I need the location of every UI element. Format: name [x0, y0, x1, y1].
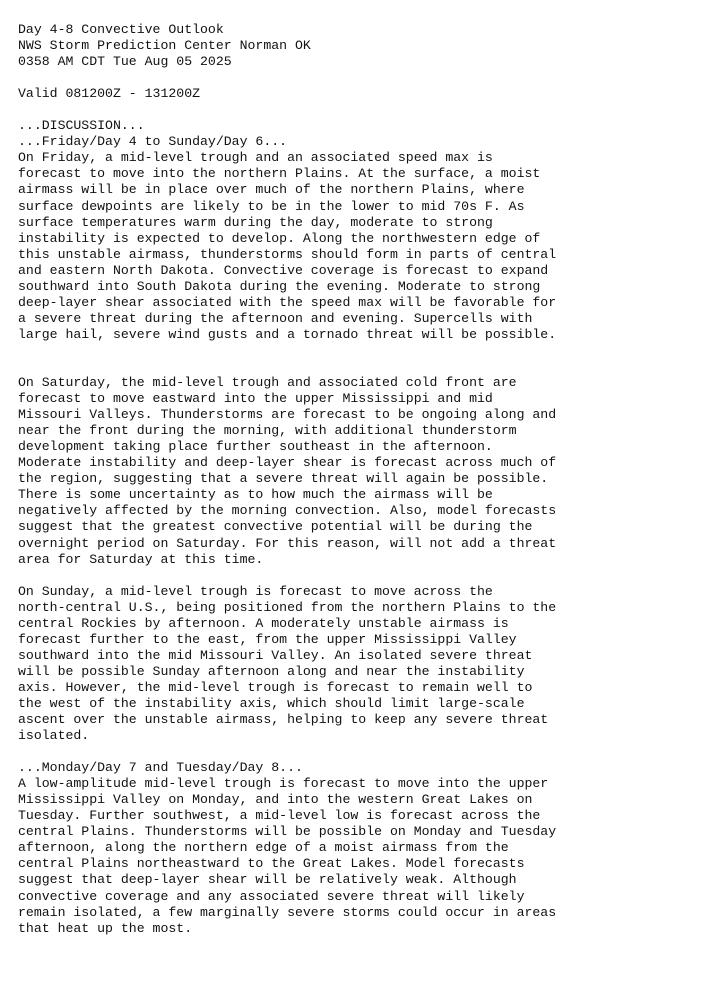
text-line: a severe threat during the afternoon and evening. Supercells with: [18, 310, 533, 326]
text-line: negatively affected by the morning convection. Also, model forecasts: [18, 503, 557, 519]
text-line: central Plains northeastward to the Great Lakes. Model forecasts: [18, 856, 525, 872]
text-line: area for Saturday at this time.: [18, 551, 264, 567]
outlook-document: [18, 22, 708, 937]
blank-line: [18, 359, 708, 375]
blank-line: [18, 70, 708, 86]
text-line: remain isolated, a few marginally severe storms could occur in areas: [18, 904, 557, 920]
text-line: southward into South Dakota during the evening. Moderate to strong: [18, 278, 541, 294]
text-line: forecast to move eastward into the upper Mississippi and mid: [18, 391, 493, 407]
product-title: Day 4-8 Convective Outlook: [18, 22, 224, 37]
text-line: Moderate instability and deep-layer shear is forecast across much of: [18, 455, 557, 471]
monday-tuesday-paragraph: [18, 776, 708, 936]
text-line: Mississippi Valley on Monday, and into the western Great Lakes on: [18, 792, 533, 808]
text-line: forecast to move into the northern Plains. At the surface, a moist: [18, 166, 541, 182]
text-line: deep-layer shear associated with the speed max will be favorable for: [18, 294, 557, 310]
text-line: that heat up the most.: [18, 920, 193, 936]
text-line: axis. However, the mid-level trough is forecast to remain well to: [18, 679, 533, 695]
text-line: A low-amplitude mid-level trough is forecast to move into the upper: [18, 776, 549, 792]
friday-paragraph: [18, 150, 708, 343]
text-line: afternoon, along the northern edge of a moist airmass from the: [18, 840, 509, 856]
text-line: near the front during the morning, with additional thunderstorm: [18, 423, 517, 439]
text-line: On Saturday, the mid-level trough and associated cold front are: [18, 375, 517, 391]
text-line: large hail, severe wind gusts and a tornado threat will be possible.: [18, 326, 557, 342]
text-line: the region, suggesting that a severe threat will again be possible.: [18, 471, 549, 487]
text-line: and eastern North Dakota. Convective coverage is forecast to expand: [18, 262, 549, 278]
text-line: Missouri Valleys. Thunderstorms are forecast to be ongoing along and: [18, 407, 557, 423]
text-line: suggest that the greatest convective potential will be during the: [18, 519, 533, 535]
blank-line: [18, 102, 708, 118]
text-line: On Friday, a mid-level trough and an associated speed max is: [18, 150, 493, 166]
saturday-paragraph: [18, 375, 708, 568]
section-heading-day4-6: ...Friday/Day 4 to Sunday/Day 6...: [18, 134, 288, 150]
text-line: airmass will be in place over much of the northern Plains, where: [18, 182, 525, 198]
section-heading-day7-8: ...Monday/Day 7 and Tuesday/Day 8...: [18, 760, 303, 776]
text-line: surface temperatures warm during the day, moderate to strong: [18, 214, 493, 230]
text-line: this unstable airmass, thunderstorms should form in parts of central: [18, 246, 557, 262]
text-line: instability is expected to develop. Along the northwestern edge of: [18, 230, 541, 246]
sunday-paragraph: [18, 584, 708, 744]
text-line: suggest that deep-layer shear will be relatively weak. Although: [18, 872, 517, 888]
text-line: central Rockies by afternoon. A moderately unstable airmass is: [18, 615, 509, 631]
discussion-heading: ...DISCUSSION...: [18, 118, 145, 134]
text-line: will be possible Sunday afternoon along and near the instability: [18, 663, 525, 679]
text-line: Tuesday. Further southwest, a mid-level low is forecast across the: [18, 808, 541, 824]
text-line: forecast further to the east, from the upper Mississippi Valley: [18, 631, 517, 647]
blank-line: [18, 568, 708, 584]
issuing-office: NWS Storm Prediction Center Norman OK: [18, 38, 311, 54]
text-line: overnight period on Saturday. For this reason, will not add a threat: [18, 535, 557, 551]
text-line: On Sunday, a mid-level trough is forecast to move across the: [18, 583, 493, 599]
blank-line: [18, 343, 708, 359]
issue-time: 0358 AM CDT Tue Aug 05 2025: [18, 54, 232, 70]
text-line: convective coverage and any associated severe threat will likely: [18, 888, 525, 904]
text-line: surface dewpoints are likely to be in the lower to mid 70s F. As: [18, 198, 525, 214]
blank-line: [18, 744, 708, 760]
text-line: southward into the mid Missouri Valley. An isolated severe threat: [18, 647, 533, 663]
text-line: isolated.: [18, 728, 90, 744]
text-line: north-central U.S., being positioned from the northern Plains to the: [18, 599, 557, 615]
text-line: development taking place further southeast in the afternoon.: [18, 439, 493, 455]
text-line: the west of the instability axis, which should limit large-scale: [18, 695, 525, 711]
valid-period: Valid 081200Z - 131200Z: [18, 86, 201, 102]
text-line: central Plains. Thunderstorms will be possible on Monday and Tuesday: [18, 824, 557, 840]
text-line: ascent over the unstable airmass, helping to keep any severe threat: [18, 712, 549, 728]
text-line: There is some uncertainty as to how much the airmass will be: [18, 487, 493, 503]
